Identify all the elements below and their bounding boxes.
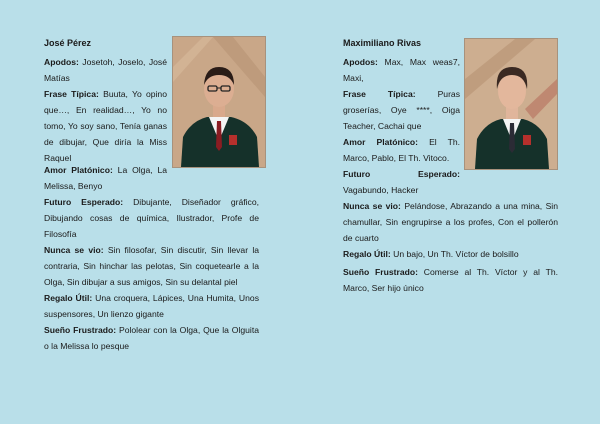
field-label: Futuro Esperado: [343,169,460,179]
field-label: Amor Platónico: [343,137,419,147]
field-value: Dibujante, Diseñador gráfico, Dibujando cosas de química, Ilustrador, Profe de Filosofía [44,197,259,239]
field-nunca-se-vio [343,198,558,246]
field-value: Buuta, Yo opino que…, En realidad…, Yo no tomo, Yo soy sano, Tenía ganas de dibujar, Que diría la Miss Raquel [44,89,167,163]
field-label: Apodos: [343,57,378,67]
field-frase-tipica [44,86,167,166]
field-label: Frase Típica: [343,89,416,99]
field-sueno-frustrado [44,322,259,354]
field-value: Comerse al Th. Víctor y al Th. Marco, Ser hijo único [343,267,558,293]
field-value: Un bajo, Un Th. Víctor de bolsillo [393,249,519,259]
field-value: Puras groserías, Oye ****, Oiga Teacher, Cachai que [343,89,461,131]
field-sueno-frustrado [343,264,558,296]
field-label: Nunca se vio: [44,245,104,255]
field-label: Regalo Útil: [44,293,93,303]
field-value: Sin filosofar, Sin discutir, Sin llevar la contraria, Sin hinchar las pelotas, Sin coquetearle a la Olga, Sin dibujar a sus amigos, Sin su delantal piel [44,245,260,287]
student-name: José Pérez [44,38,92,48]
field-regalo-util [44,290,259,322]
field-futuro-esperado [44,194,259,242]
field-label: Frase Típica: [44,89,99,99]
field-value: Max, Max weas7, Maxi, [343,57,460,83]
field-label: Sueño Frustrado: [44,325,117,335]
field-regalo-util [343,246,558,262]
field-label: Amor Platónico: [44,165,113,175]
field-value: El Th. Marco, Pablo, El Th. Vitoco. [343,137,460,163]
field-label: Regalo Útil: [343,249,391,259]
field-frase-tipica [343,86,460,134]
student-name: Maximiliano Rivas [343,38,422,48]
field-value: Josetoh, Joselo, José Matías [44,57,167,83]
student-photo [172,36,266,168]
field-futuro-esperado [343,166,460,198]
field-label: Sueño Frustrado: [343,267,419,277]
field-nunca-se-vio [44,242,259,290]
field-label: Apodos: [44,57,79,67]
field-value: Vagabundo, Hacker [343,185,419,195]
field-value: Una croquera, Lápices, Una Humita, Unos suspensores, Un lienzo gigante [44,293,259,319]
field-value: Pololear con la Olga, Que la Olguita o la Melissa lo pesque [44,325,259,351]
field-value: La Olga, La Melissa, Benyo [44,165,168,191]
field-apodos [343,54,460,86]
field-label: Nunca se vio: [343,201,401,211]
field-amor-platonico [343,134,460,166]
field-apodos [44,54,167,86]
field-label: Futuro Esperado: [44,197,124,207]
student-photo [464,38,558,170]
field-value: Pelándose, Abrazando a una mina, Sin chamullar, Sin engrupirse a los profes, Con el pollerón de cuarto [343,201,558,243]
field-amor-platonico [44,162,167,194]
